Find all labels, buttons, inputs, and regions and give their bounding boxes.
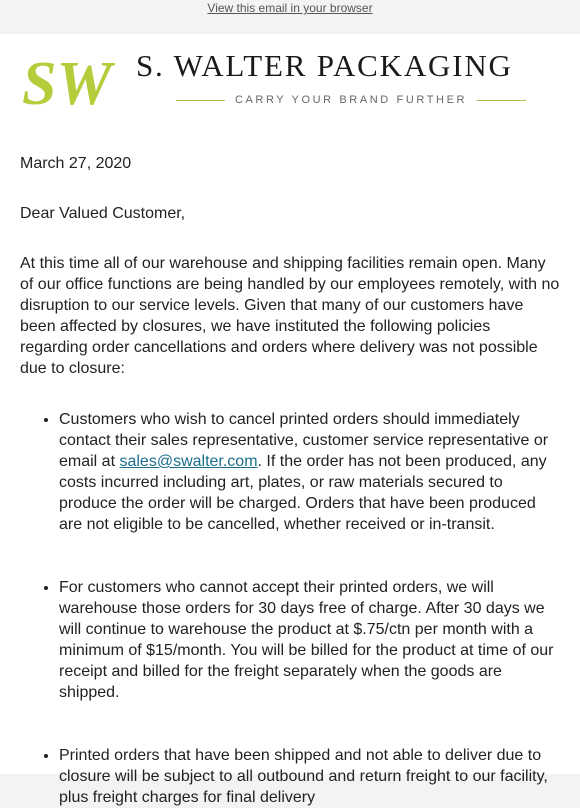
- letter-intro: At this time all of our warehouse and shipping facilities remain open. Many of our office functions are being handled by our employees remotely, with no disruption to our service levels. Given that many of our customers have been affected by closures, we have instituted the following policies regarding order cancellations and orders where delivery was not possible due to closure:: [20, 255, 560, 377]
- letter-content: [0, 153, 580, 808]
- policy-text: . If the order has not been produced, any costs incurred including art, plates, or raw materials secured to produce the order will be charged. Orders that have been produced are not eligible to be cancelled, whether received or in-transit.: [59, 453, 547, 533]
- email-header: [0, 34, 580, 122]
- letter-date: March 27, 2020: [20, 155, 132, 172]
- sales-email-link[interactable]: sales@swalter.com: [119, 453, 258, 470]
- tagline: CARRY YOUR BRAND FURTHER: [234, 94, 468, 106]
- policy-list: [20, 409, 560, 808]
- svg-text:SW: SW: [22, 50, 112, 118]
- policy-item-shipped-orders: • Printed orders that have been shipped and not able to deliver due to closure will be subject to all outbound and return freight to our facility, plus freight charges for final delivery: [59, 745, 560, 808]
- email-body: [0, 34, 580, 806]
- brand-name: S. WALTER PACKAGING: [136, 48, 513, 83]
- tagline-rule-left: [176, 100, 225, 101]
- sw-logo-icon: [20, 48, 132, 118]
- tagline-rule-right: [477, 100, 526, 101]
- view-in-browser-link[interactable]: View this email in your browser: [207, 1, 373, 15]
- letter-greeting: Dear Valued Customer,: [20, 205, 186, 222]
- policy-item-warehousing: • For customers who cannot accept their printed orders, we will warehouse those orders for 30 days free of charge. After 30 days we will continue to warehouse the product at $.75/ctn per month with a minimum of $15/month. You will be billed for the product at time of our receipt and billed for the freight separately when the goods are shipped.: [59, 577, 560, 703]
- policy-text: Customers who wish to cancel printed orders should immediately contact their sales representative, customer service representative or email at: [59, 411, 549, 470]
- preheader-bar: [0, 0, 580, 34]
- tagline-row: [176, 92, 526, 108]
- policy-item-cancellation: [59, 409, 560, 535]
